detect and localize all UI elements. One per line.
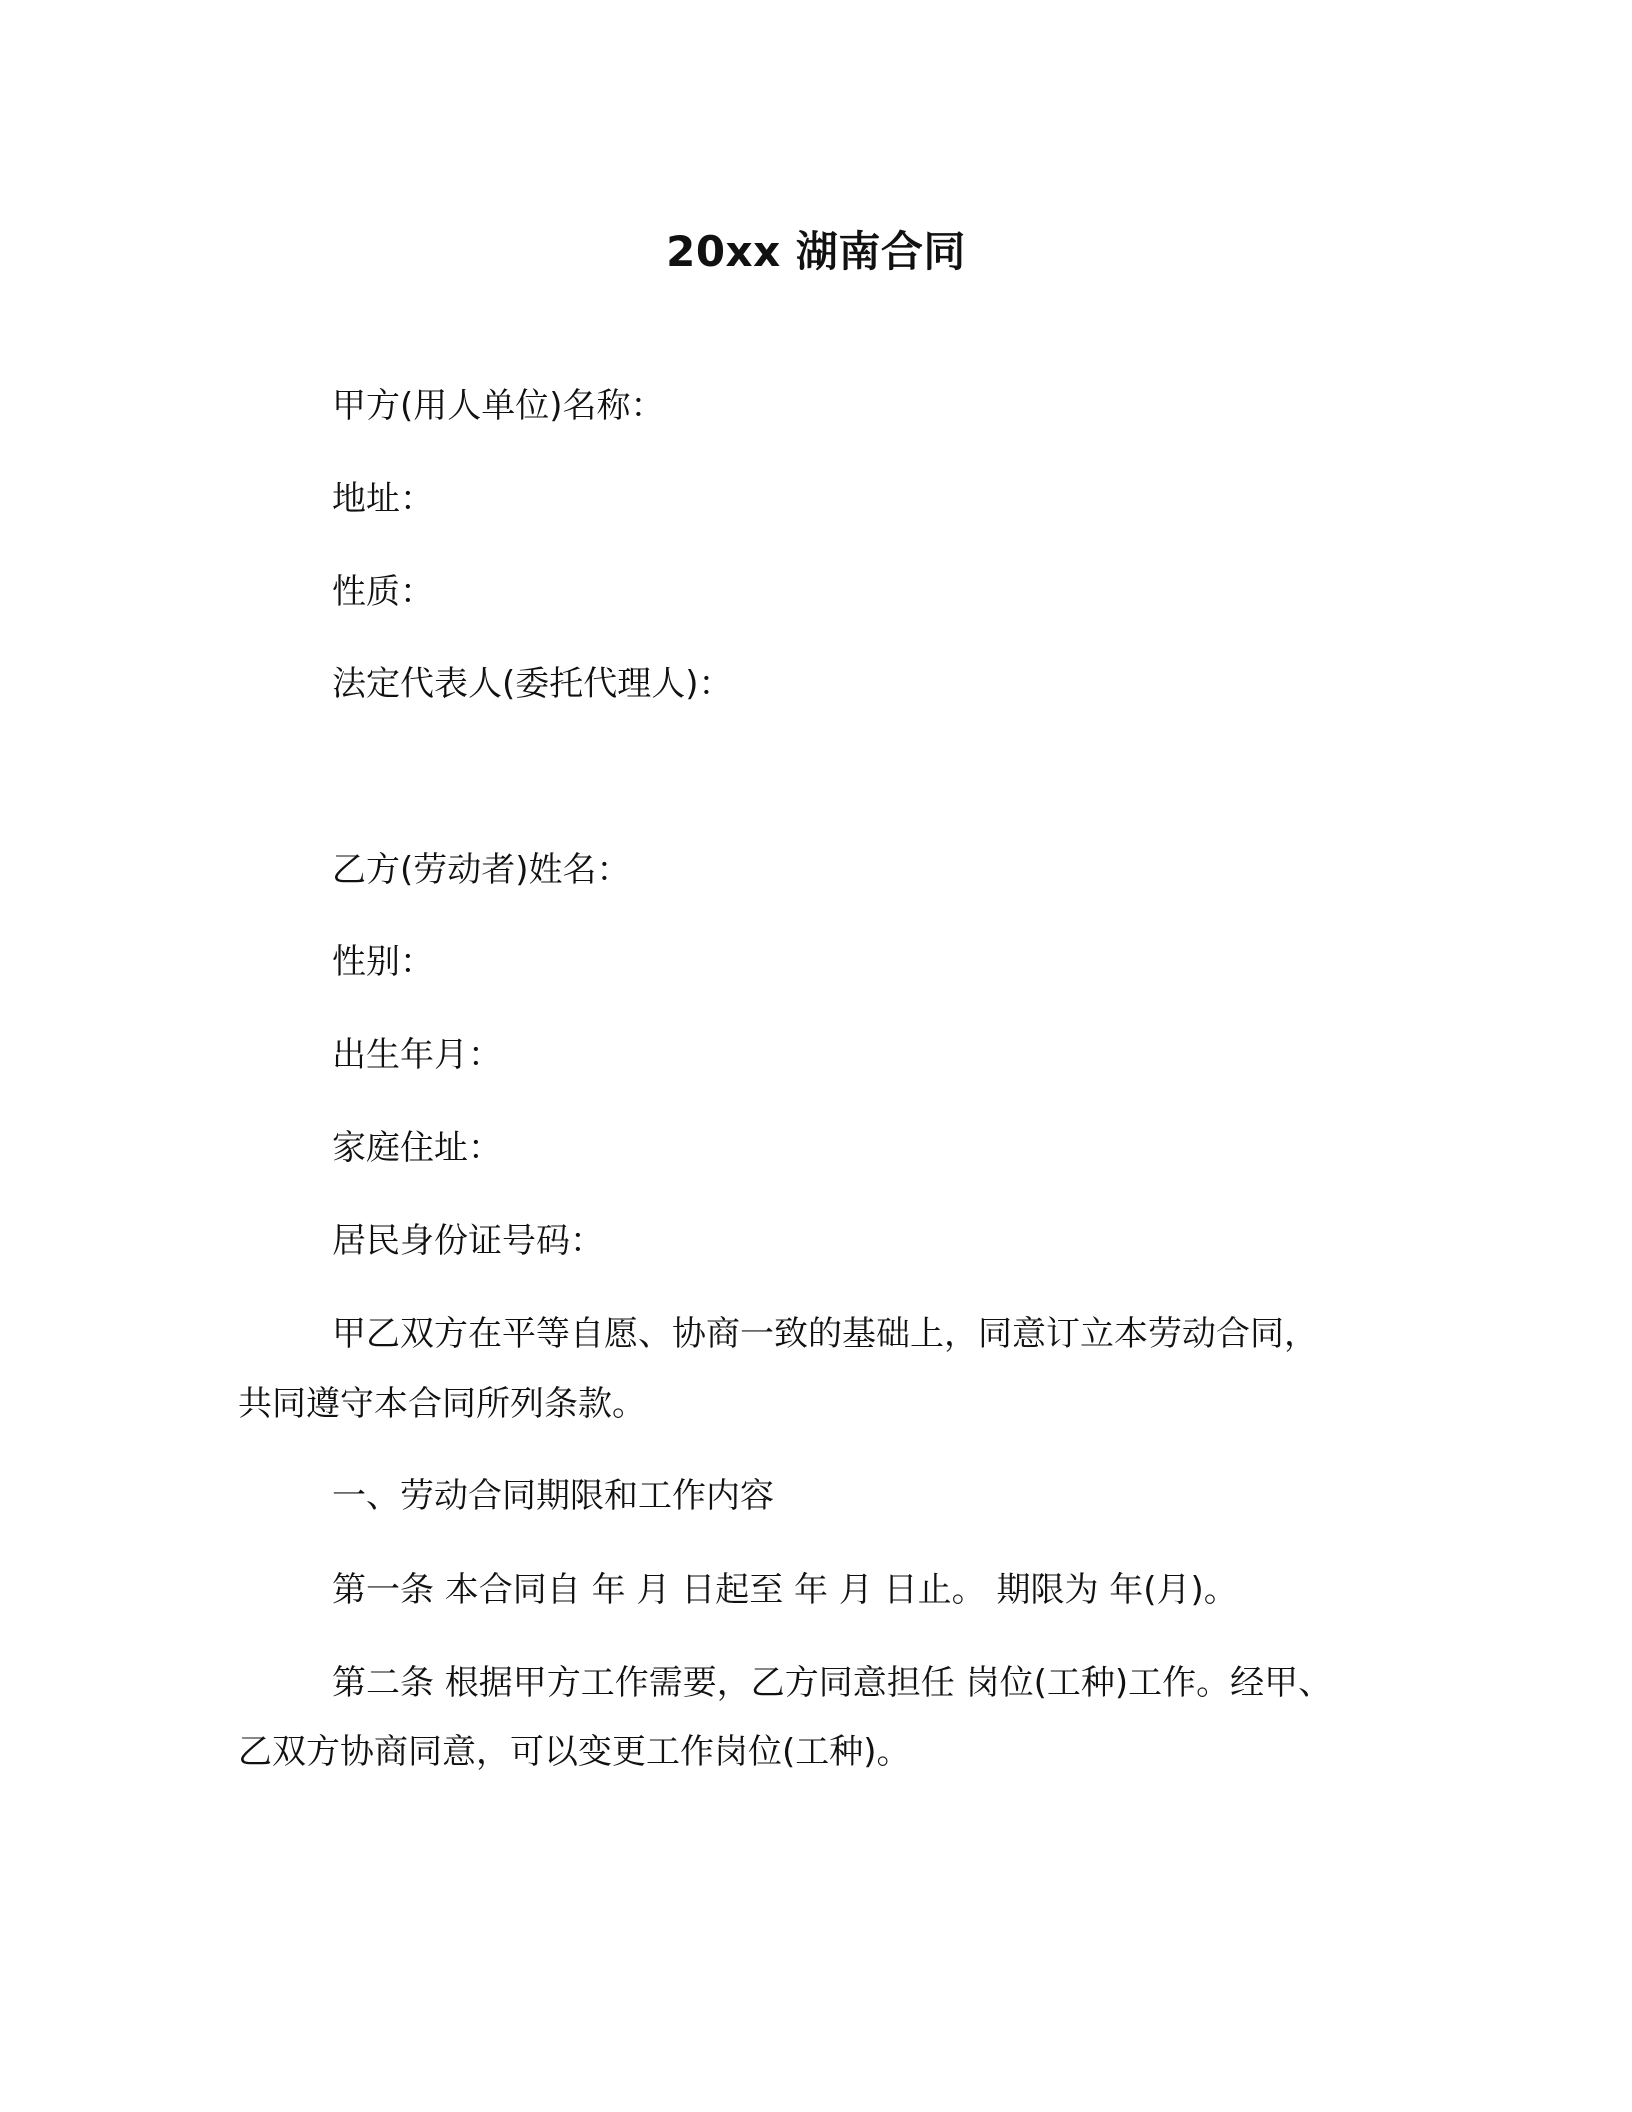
party-a-address-label: 地址： [332,479,434,519]
party-b-gender-label: 性别： [332,942,434,982]
article-2-line-1: 第二条 根据甲方工作需要，乙方同意担任 岗位(工种)工作。经甲、 [332,1663,1333,1703]
party-a-representative-label: 法定代表人(委托代理人)： [332,664,733,704]
intro-paragraph-line-1: 甲乙双方在平等自愿、协商一致的基础上，同意订立本劳动合同， [332,1314,1318,1354]
article-2-line-2: 乙双方协商同意，可以变更工作岗位(工种)。 [238,1732,911,1772]
section-1-heading: 一、劳动合同期限和工作内容 [332,1476,774,1516]
party-b-name-label: 乙方(劳动者)姓名： [332,850,631,890]
party-a-name-label: 甲方(用人单位)名称： [332,386,665,426]
document-title: 20xx 湖南合同 [666,227,966,276]
party-b-birth-label: 出生年月： [332,1035,502,1075]
article-1: 第一条 本合同自 年 月 日起至 年 月 日止。 期限为 年(月)。 [332,1570,1238,1610]
party-a-nature-label: 性质： [332,572,434,612]
party-b-home-address-label: 家庭住址： [332,1128,502,1168]
intro-paragraph-line-2: 共同遵守本合同所列条款。 [238,1384,646,1424]
party-b-id-number-label: 居民身份证号码： [332,1221,604,1261]
